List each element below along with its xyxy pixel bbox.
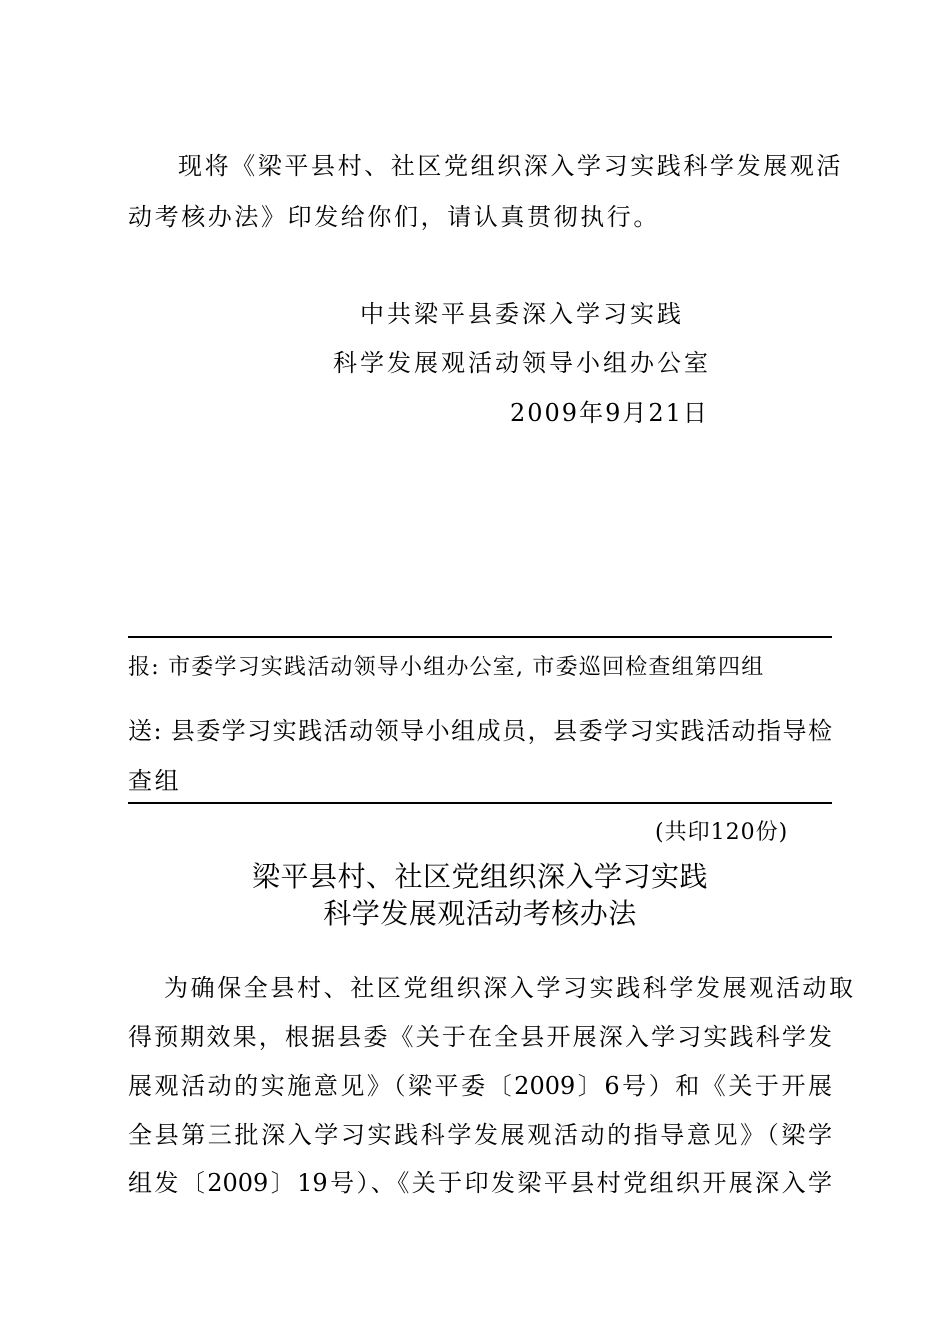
signature-org-line-2: 科学发展观活动领导小组办公室 xyxy=(333,349,711,377)
body-line-5: 组发〔2009〕19号）、《关于印发梁平县村党组织开展深入学 xyxy=(128,1169,832,1197)
top-divider xyxy=(128,636,832,638)
body-line-2: 得预期效果，根据县委《关于在全县开展深入学习实践科学发 xyxy=(128,1023,832,1051)
copies-count: (共印120份) xyxy=(655,820,789,845)
document-title-line-1: 梁平县村、社区党组织深入学习实践 xyxy=(251,860,708,893)
body-line-3: 展观活动的实施意见》（梁平委〔2009〕6号）和《关于开展 xyxy=(128,1072,832,1100)
body-line-1: 为确保全县村、社区党组织深入学习实践科学发展观活动取 xyxy=(164,974,856,1002)
signature-org-line-1: 中共梁平县委深入学习实践 xyxy=(360,300,684,328)
notice-line-1: 现将《梁平县村、社区党组织深入学习实践科学发展观活 xyxy=(178,152,843,180)
signature-date: 2009年9月21日 xyxy=(510,399,709,427)
report-to-line: 报: 市委学习实践活动领导小组办公室, 市委巡回检查组第四组 xyxy=(128,655,765,680)
send-to-line-1: 送: 县委学习实践活动领导小组成员，县委学习实践活动指导检 xyxy=(128,717,832,745)
notice-line-2: 动考核办法》印发给你们，请认真贯彻执行。 xyxy=(128,203,660,231)
body-line-4: 全县第三批深入学习实践科学发展观活动的指导意见》（梁学 xyxy=(128,1121,832,1149)
send-to-line-2: 查组 xyxy=(128,767,182,795)
document-title-line-2: 科学发展观活动考核办法 xyxy=(323,897,637,930)
bottom-divider xyxy=(128,802,832,804)
